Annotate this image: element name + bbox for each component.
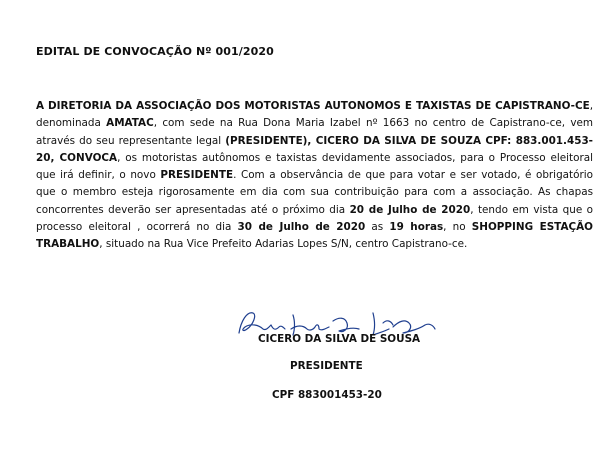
body-segment-5: (PRESIDENTE), CICERO DA SILVA DE SOUZA CPF: 883.001.453-20, CONVOCA xyxy=(36,134,593,164)
body-segment-14: , no xyxy=(443,221,472,234)
body-segment-8: . Com a observância de que para votar e ser votado, é obrigatório que o membro esteja rigorosamente em dia com sua contribuição para com a associação. As chapas concorrentes deverão ser apresentadas até o próximo dia xyxy=(36,169,593,216)
body-segment-2: , denominada xyxy=(36,100,593,130)
body-segment-12: as xyxy=(365,221,390,234)
body-segment-4: , com sede na Rua Dona Maria Izabel nº 1663 no centro de Capistrano-ce, vem através do seu representante legal xyxy=(36,117,593,147)
body-segment-15: SHOPPING ESTAÇÃO TRABALHO xyxy=(36,221,594,251)
signer-cpf: CPF 883001453-20 xyxy=(272,389,382,401)
body-segment-9: 20 de Julho de 2020 xyxy=(349,203,471,216)
body-segment-10: , tendo em vista que o processo eleitoral , ocorrerá no dia xyxy=(36,203,593,234)
signer-name: CICERO DA SILVA DE SOUSA xyxy=(258,333,421,345)
body-segment-13: 19 horas xyxy=(389,221,444,234)
body-segment-16: , situado na Rua Vice Prefeito Adarias Lopes S/N, centro Capistrano-ce. xyxy=(99,238,468,251)
document-title: EDITAL DE CONVOCAÇÃO Nº 001/2020 xyxy=(36,45,274,58)
body-segment-11: 30 de Julho de 2020 xyxy=(237,221,366,234)
signer-role: PRESIDENTE xyxy=(290,360,363,372)
body-segment-1: A DIRETORIA DA ASSOCIAÇÃO DOS MOTORISTAS AUTONOMOS E TAXISTAS DE CAPISTRANO-CE xyxy=(36,100,590,112)
body-segment-7: PRESIDENTE xyxy=(160,169,234,182)
document-body xyxy=(36,98,593,254)
body-segment-6: , os motoristas autônomos e taxistas devidamente associados, para o Processo eleitoral que irá definir, o novo xyxy=(36,151,593,182)
body-segment-3: AMATAC xyxy=(106,117,154,130)
